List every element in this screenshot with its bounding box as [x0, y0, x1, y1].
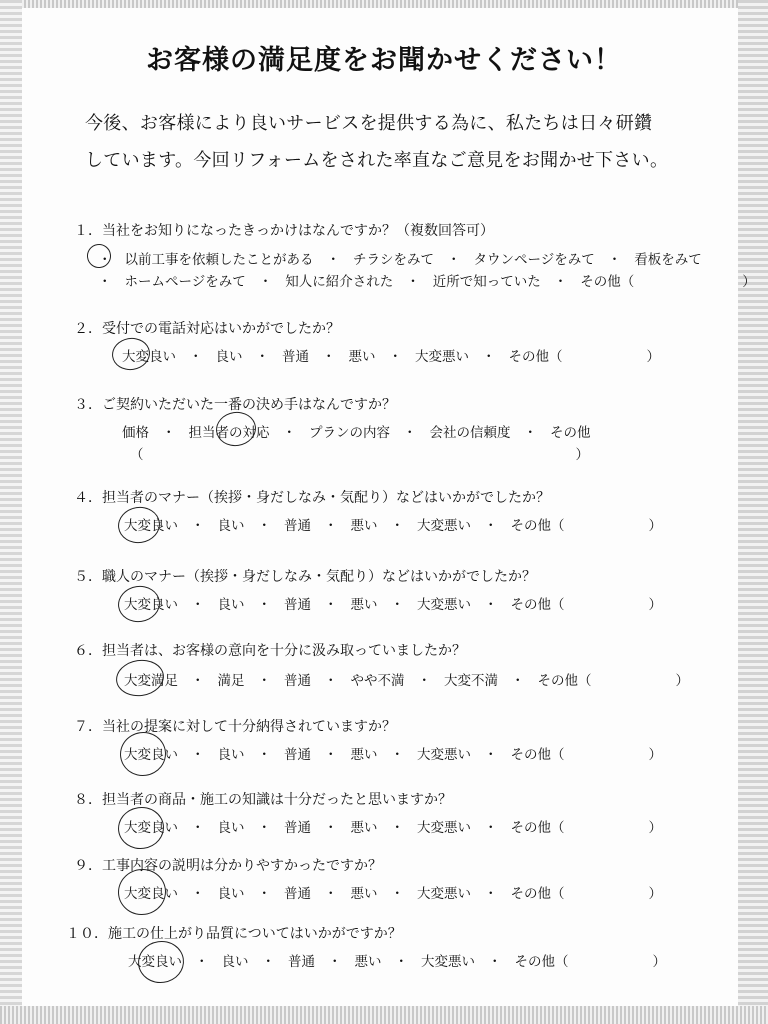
option-average[interactable]: 普通	[284, 673, 311, 689]
option-good[interactable]: 良い	[217, 820, 245, 836]
bullet: ・	[326, 252, 340, 268]
bullet: ・	[324, 673, 338, 689]
option-very-satisfied[interactable]: 大変満足	[124, 673, 178, 689]
question-2-text: ２．受付での電話対応はいかがでしたか？	[74, 321, 340, 337]
question-1-options-line-2	[98, 270, 756, 290]
bullet: ・	[324, 886, 338, 902]
bullet: ・	[447, 252, 461, 268]
bullet: ・	[255, 349, 269, 365]
bullet: ・	[195, 954, 209, 970]
option-introduced-by-acquaintance[interactable]: 知人に紹介された	[285, 274, 394, 290]
bullet: ・	[523, 425, 537, 441]
close-paren: ）	[648, 747, 662, 763]
bullet: ・	[257, 820, 271, 836]
option-very-bad[interactable]: 大変悪い	[417, 518, 471, 534]
bullet: ・	[189, 349, 203, 365]
option-very-bad[interactable]: 大変悪い	[417, 820, 471, 836]
bullet: ・	[324, 597, 338, 613]
option-good[interactable]: 良い	[217, 597, 245, 613]
bullet: ・	[484, 820, 498, 836]
option-good[interactable]: 良い	[217, 747, 245, 763]
option-signboard[interactable]: 看板をみて	[634, 252, 702, 268]
bullet: ・	[390, 518, 404, 534]
option-very-bad[interactable]: 大変悪い	[417, 747, 471, 763]
bullet: ・	[257, 747, 271, 763]
bullet: ・	[482, 349, 496, 365]
option-good[interactable]: 良い	[217, 518, 245, 534]
option-very-good[interactable]: 大変良い	[124, 886, 178, 902]
option-bad[interactable]: 悪い	[348, 349, 376, 365]
question-8-text: ８．担当者の商品・施工の知識は十分だったと思いますか？	[74, 792, 452, 808]
bullet: ・	[403, 425, 417, 441]
option-bad[interactable]: 悪い	[350, 886, 378, 902]
bullet: ・	[484, 518, 498, 534]
question-2-options	[120, 345, 660, 365]
option-other[interactable]: その他	[550, 425, 591, 441]
option-very-good[interactable]: 大変良い	[128, 954, 182, 970]
bullet: ・	[390, 747, 404, 763]
question-5-options	[122, 593, 662, 613]
question-4-options	[122, 514, 662, 534]
bullet: ・	[257, 886, 271, 902]
bullet: ・	[390, 597, 404, 613]
bullet: ・	[191, 518, 205, 534]
option-very-good[interactable]: 大変良い	[124, 820, 178, 836]
bullet: ・	[484, 747, 498, 763]
survey-title: お客様の満足度をお聞かせください！	[146, 45, 622, 76]
open-paren: （	[130, 447, 144, 463]
question-7-text: ７．当社の提案に対して十分納得されていますか？	[74, 719, 396, 735]
option-price[interactable]: 価格	[122, 425, 149, 441]
option-very-good[interactable]: 大変良い	[122, 349, 176, 365]
option-referral-previous-work[interactable]: 以前工事を依頼したことがある	[124, 252, 314, 268]
bullet: ・	[484, 886, 498, 902]
close-paren: ）	[648, 597, 662, 613]
close-paren: ）	[742, 274, 756, 290]
bullet: ・	[261, 954, 275, 970]
option-other[interactable]: その他（	[510, 518, 565, 534]
question-6-text: ６．担当者は、お客様の意向を十分に汲み取っていましたか？	[74, 643, 466, 659]
question-1-options-line-1	[98, 248, 704, 268]
question-9-options	[122, 882, 662, 902]
option-homepage[interactable]: ホームページをみて	[124, 274, 246, 290]
option-good[interactable]: 良い	[217, 886, 245, 902]
close-paren: ）	[652, 954, 666, 970]
option-good[interactable]: 良い	[215, 349, 243, 365]
option-very-bad[interactable]: 大変悪い	[415, 349, 469, 365]
question-3-other-line	[130, 443, 589, 463]
bullet: ・	[484, 597, 498, 613]
option-bad[interactable]: 悪い	[350, 820, 378, 836]
bullet: ・	[390, 886, 404, 902]
bullet: ・	[607, 252, 622, 268]
bullet: ・	[324, 518, 338, 534]
option-other[interactable]: その他（	[537, 673, 592, 689]
bullet: ・	[98, 252, 112, 268]
option-bad[interactable]: 悪い	[354, 954, 382, 970]
bullet: ・	[390, 820, 404, 836]
option-plan-content[interactable]: プランの内容	[309, 425, 390, 441]
close-paren: ）	[648, 886, 662, 902]
question-10-options	[126, 950, 666, 970]
option-somewhat-dissatisfied[interactable]: やや不満	[350, 673, 405, 689]
bullet: ・	[406, 274, 420, 290]
question-10-text: １０．施工の仕上がり品質についてはいかがですか？	[66, 926, 402, 942]
scan-edge-bottom	[0, 1006, 768, 1024]
option-very-good[interactable]: 大変良い	[124, 518, 178, 534]
bullet: ・	[417, 673, 431, 689]
scan-edge-top	[0, 0, 768, 8]
intro-text	[85, 105, 705, 179]
question-3-options	[120, 421, 593, 441]
option-very-bad[interactable]: 大変悪い	[421, 954, 475, 970]
bullet: ・	[553, 274, 568, 290]
bullet: ・	[328, 954, 342, 970]
question-3-text: ３．ご契約いただいた一番の決め手はなんですか？	[74, 397, 396, 413]
bullet: ・	[191, 886, 205, 902]
option-very-good[interactable]: 大変良い	[124, 747, 178, 763]
question-7-options	[122, 743, 662, 763]
option-average[interactable]: 普通	[284, 518, 311, 534]
question-9-text: ９．工事内容の説明は分かりやすかったですか？	[74, 858, 382, 874]
scan-edge-left	[0, 0, 22, 1024]
bullet: ・	[488, 954, 502, 970]
bullet: ・	[324, 820, 338, 836]
option-other[interactable]: その他（	[510, 597, 565, 613]
close-paren: ）	[675, 673, 689, 689]
bullet: ・	[191, 673, 205, 689]
option-town-page[interactable]: タウンページをみて	[473, 252, 595, 268]
intro-line-1: 今後、お客様により良いサービスを提供する為に、私たちは日々研鑽	[85, 113, 653, 134]
option-staff-response[interactable]: 担当者の対応	[188, 425, 270, 441]
option-average[interactable]: 普通	[288, 954, 315, 970]
option-very-bad[interactable]: 大変悪い	[417, 886, 471, 902]
close-paren: ）	[575, 447, 589, 463]
option-bad[interactable]: 悪い	[350, 597, 378, 613]
close-paren: ）	[648, 820, 662, 836]
close-paren: ）	[646, 349, 660, 365]
bullet: ・	[257, 518, 271, 534]
option-average[interactable]: 普通	[284, 747, 311, 763]
bullet: ・	[511, 673, 525, 689]
question-4-text: ４．担当者のマナー（挨拶・身だしなみ・気配り）などはいかがでしたか？	[74, 490, 550, 506]
question-8-options	[122, 816, 662, 836]
option-good[interactable]: 良い	[221, 954, 249, 970]
bullet: ・	[191, 820, 205, 836]
option-company-trust[interactable]: 会社の信頼度	[429, 425, 511, 441]
option-very-good[interactable]: 大変良い	[124, 597, 178, 613]
bullet: ・	[324, 747, 338, 763]
option-other[interactable]: その他（	[508, 349, 563, 365]
option-satisfied[interactable]: 満足	[217, 673, 245, 689]
intro-line-2: しています。今回リフォームをされた率直なご意見をお聞かせ下さい。	[85, 150, 669, 171]
option-bad[interactable]: 悪い	[350, 518, 378, 534]
bullet: ・	[98, 274, 112, 290]
bullet: ・	[191, 747, 205, 763]
option-other[interactable]: その他（	[510, 886, 565, 902]
option-other[interactable]: その他（	[510, 747, 565, 763]
question-6-options	[122, 669, 689, 689]
bullet: ・	[322, 349, 336, 365]
scan-edge-right	[738, 0, 768, 1024]
option-average[interactable]: 普通	[284, 597, 311, 613]
bullet: ・	[282, 425, 296, 441]
close-paren: ）	[648, 518, 662, 534]
question-5-text: ５．職人のマナー（挨拶・身だしなみ・気配り）などはいかがでしたか？	[74, 569, 536, 585]
bullet: ・	[257, 597, 271, 613]
option-average[interactable]: 普通	[284, 820, 311, 836]
bullet: ・	[258, 274, 273, 290]
bullet: ・	[191, 597, 205, 613]
option-bad[interactable]: 悪い	[350, 747, 378, 763]
option-very-dissatisfied[interactable]: 大変不満	[444, 673, 498, 689]
bullet: ・	[394, 954, 408, 970]
option-very-bad[interactable]: 大変悪い	[417, 597, 471, 613]
option-average[interactable]: 普通	[282, 349, 309, 365]
option-other[interactable]: その他（	[580, 274, 635, 290]
bullet: ・	[388, 349, 402, 365]
bullet: ・	[162, 425, 176, 441]
option-other[interactable]: その他（	[510, 820, 565, 836]
option-other[interactable]: その他（	[514, 954, 569, 970]
option-average[interactable]: 普通	[284, 886, 311, 902]
option-flyer[interactable]: チラシをみて	[353, 252, 434, 268]
option-known-locally[interactable]: 近所で知っていた	[432, 274, 541, 290]
bullet: ・	[257, 673, 271, 689]
question-1-text: １．当社をお知りになったきっかけはなんですか？（複数回答可）	[74, 223, 494, 239]
